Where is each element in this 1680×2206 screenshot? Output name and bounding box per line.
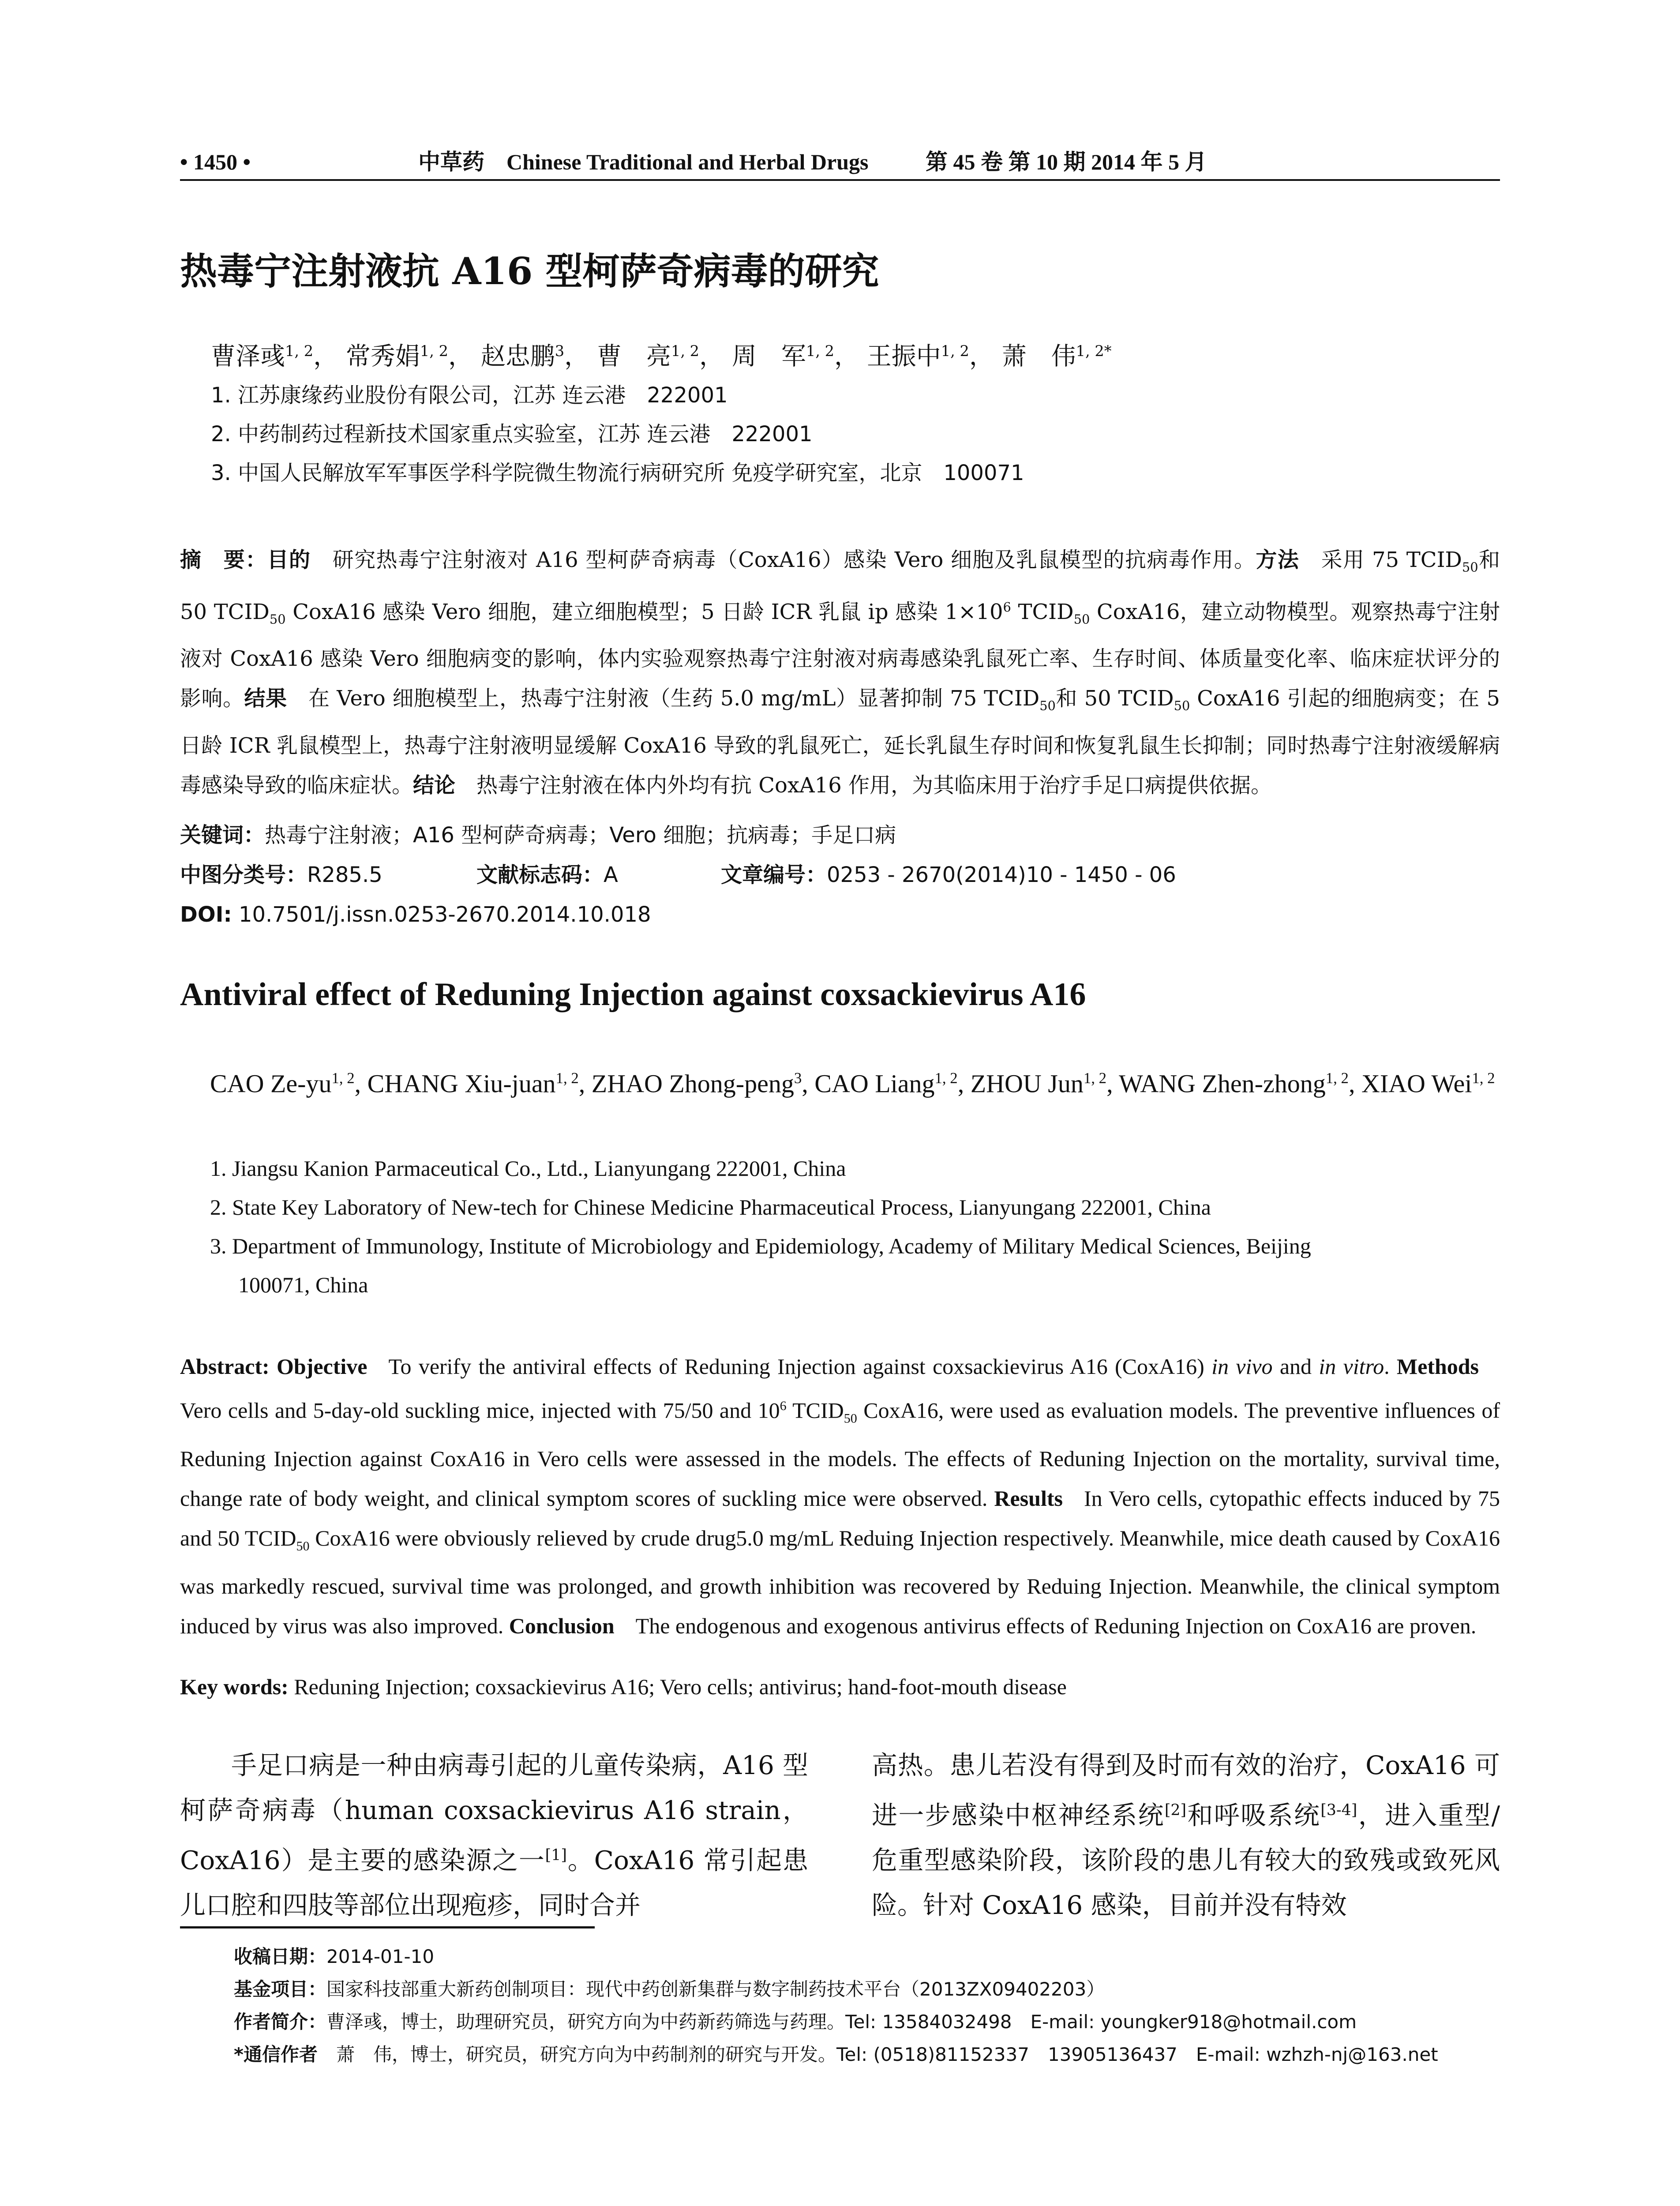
affiliation-en-1: 1. Jiangsu Kanion Parmaceutical Co., Ltd., Lianyungang 222001, China (210, 1156, 846, 1181)
authors-en: CAO Ze-yu$^{1, 2}$, CHANG Xiu-juan$^{1, 2}$, ZHAO Zhong-peng$^3$, CAO Liang$^{1, 2}$, ZHOU Jun$^{1, 2}$, WANG Zhen-zhong$^{1, 2}$, XIAO Wei$^{1, 2}$ (210, 1069, 1495, 1098)
title-en: Antiviral effect of Reduning Injection against coxsackievirus A16 (180, 976, 1086, 1013)
author-cn: 周 军 (731, 342, 806, 371)
affiliation-en-3: 3. Department of Immunology, Institute of Microbiology and Epidemiology, Academy of Military Medical Sciences, Beijing (210, 1234, 1311, 1258)
abstract-cn: 摘 要：目的 研究热毒宁注射液对 A16 型柯萨奇病毒（CoxA16）感染 Vero 细胞及乳鼠模型的抗病毒作用。方法 采用 75 $TCID_{50}$和 50 $TCID_{50}$ CoxA16 感染 Vero 细胞，建立细胞模型；5 日龄 ICR 乳鼠 ip 感染 $1\times 10^6$ $TCID_{50}$ CoxA16，建立动物模型。观察热毒宁注射液对 CoxA16 感染 Vero 细胞病变的影响，体内实验观察热毒宁注射液对病毒感染乳鼠死亡率、生存时间、体质量变化率、临床症状评分的影响。结果 在 Vero 细胞模型上，热毒宁注射液（生药 5.0 mg/mL）显著抑制 75 $TCID_{50}$和 50 $TCID_{50}$ CoxA16 引起的细胞病变；在 5 日龄 ICR 乳鼠模型上，热毒宁注射液明显缓解 CoxA16 导致的乳鼠死亡，延长乳鼠生存时间和恢复乳鼠生长抑制；同时热毒宁注射液缓解病毒感染导致的临床症状。结论 热毒宁注射液在体内外均有抗 CoxA16 作用，为其临床用于治疗手足口病提供依据。 (180, 548, 1500, 798)
author-cn: 曹泽彧 (211, 342, 285, 371)
page-number: • 1450 • (180, 150, 251, 174)
author-cn: 萧 伟 (1001, 342, 1076, 371)
affiliation-en-3-cont: 100071, China (238, 1272, 368, 1297)
author-cn: 赵忠鹏 (480, 342, 555, 371)
body-column-left: 手足口病是一种由病毒引起的儿童传染病，A16 型柯萨奇病毒（human coxsackievirus A16 strain，CoxA16）是主要的感染源之一[1]。CoxA16 常引起患儿口腔和四肢等部位出现疱疹，同时合并 (180, 1750, 808, 1921)
citation[interactable]: [2] (1164, 1801, 1187, 1819)
body-column-right: 高热。患儿若没有得到及时而有效的治疗，CoxA16 可进一步感染中枢神经系统[2]和呼吸系统[3-4]，进入重型/危重型感染阶段，该阶段的患儿有较大的致残或致死风险。针对 CoxA16 感染，目前并没有特效 (872, 1750, 1500, 1921)
running-header (180, 146, 1500, 178)
doi-line: DOI: 10.7501/j.issn.0253-2670.2014.10.018 (180, 902, 651, 927)
affiliation-cn-1: 1. 江苏康缘药业股份有限公司，江苏 连云港 222001 (211, 383, 728, 408)
affiliation-en-2: 2. State Key Laboratory of New-tech for Chinese Medicine Pharmaceutical Process, Lianyungang 222001, China (210, 1195, 1211, 1219)
keywords-en: Key words: Reduning Injection; coxsackievirus A16; Vero cells; antivirus; hand-foot-mouth disease (180, 1674, 1067, 1699)
title-cn: 热毒宁注射液抗 A16 型柯萨奇病毒的研究 (180, 249, 879, 293)
abstract-label-cn: 摘 要： (180, 548, 267, 572)
citation[interactable]: [3-4] (1320, 1801, 1358, 1819)
footnote-fund: 基金项目：国家科技部重大新药创制项目：现代中药创新集群与数字制药技术平台（2013ZX09402203） (234, 1978, 1105, 2000)
author-cn: 常秀娟 (345, 342, 420, 371)
keywords-cn: 关键词：热毒宁注射液；A16 型柯萨奇病毒；Vero 细胞；抗病毒；手足口病 (180, 823, 896, 848)
citation[interactable]: [1] (545, 1846, 567, 1864)
authors-cn: 曹泽彧$^{1, 2}$， 常秀娟$^{1, 2}$， 赵忠鹏$^3$， 曹 亮$^{1, 2}$， 周 军$^{1, 2}$， 王振中$^{1, 2}$， 萧 伟$^{1, 2*}$ (211, 342, 1112, 371)
issue-info: 第 45 卷 第 10 期 2014 年 5 月 (926, 150, 1207, 174)
doi-value: 10.7501/j.issn.0253-2670.2014.10.018 (238, 902, 651, 927)
footnote-received: 收稿日期：2014-01-10 (234, 1946, 435, 1967)
footnote-author: 作者简介：曹泽彧，博士，助理研究员，研究方向为中药新药筛选与药理。Tel: 13584032498 E-mail: youngker918@hotmail.com (234, 2011, 1357, 2033)
author-cn: 曹 亮 (596, 342, 671, 371)
classification-line: 中图分类号：R285.5 文献标志码：A 文章编号：0253 - 2670(2014)10 - 1450 - 06 (180, 863, 1176, 887)
journal-name-en: Chinese Traditional and Herbal Drugs (506, 150, 869, 174)
affiliation-cn-3: 3. 中国人民解放军军事医学科学院微生物流行病研究所 免疫学研究室，北京 100071 (211, 461, 1024, 485)
journal-name-cn: 中草药 (418, 150, 484, 174)
header-rule (180, 179, 1500, 181)
author-cn: 王振中 (866, 342, 941, 371)
abstract-en: Abstract: Objective To verify the antiviral effects of Reduning Injection against coxsackievirus A16 (CoxA16) in vivo and in vitro. MethodsVero cells and 5-day-old suckling mice, injected with 75/50 and $10^6$ $TCID_{50}$ CoxA16, were used as evaluation models. The preventive influences of Reduning Injection against CoxA16 in Vero cells were assessed in the models. The effects of Reduning Injection on the mortality, survival time, change rate of body weight, and clinical symptom scores of suckling mice were observed. Results In Vero cells, cytopathic effects induced by 75 and 50 $TCID_{50}$ CoxA16 were obviously relieved by crude drug5.0 mg/mL Reduing Injection respectively. Meanwhile, mice death caused by CoxA16 was markedly rescued, survival time was prolonged, and growth inhibition was recovered by Reduing Injection. Meanwhile, the clinical symptom induced by virus was also improved. Conclusion The endogenous and exogenous antivirus effects of Reduning Injection on CoxA16 are proven. (180, 1354, 1500, 1638)
abstract-label-en: Abstract: Objective (180, 1354, 368, 1379)
footnote-corresponding: *通信作者 萧 伟，博士，研究员，研究方向为中药制剂的研究与开发。Tel: (0518)81152337 13905136437 E-mail: wzhzh-nj@163.net (234, 2044, 1438, 2065)
affiliation-cn-2: 2. 中药制药过程新技术国家重点实验室，江苏 连云港 222001 (211, 422, 813, 446)
footnote-rule (180, 1926, 595, 1928)
